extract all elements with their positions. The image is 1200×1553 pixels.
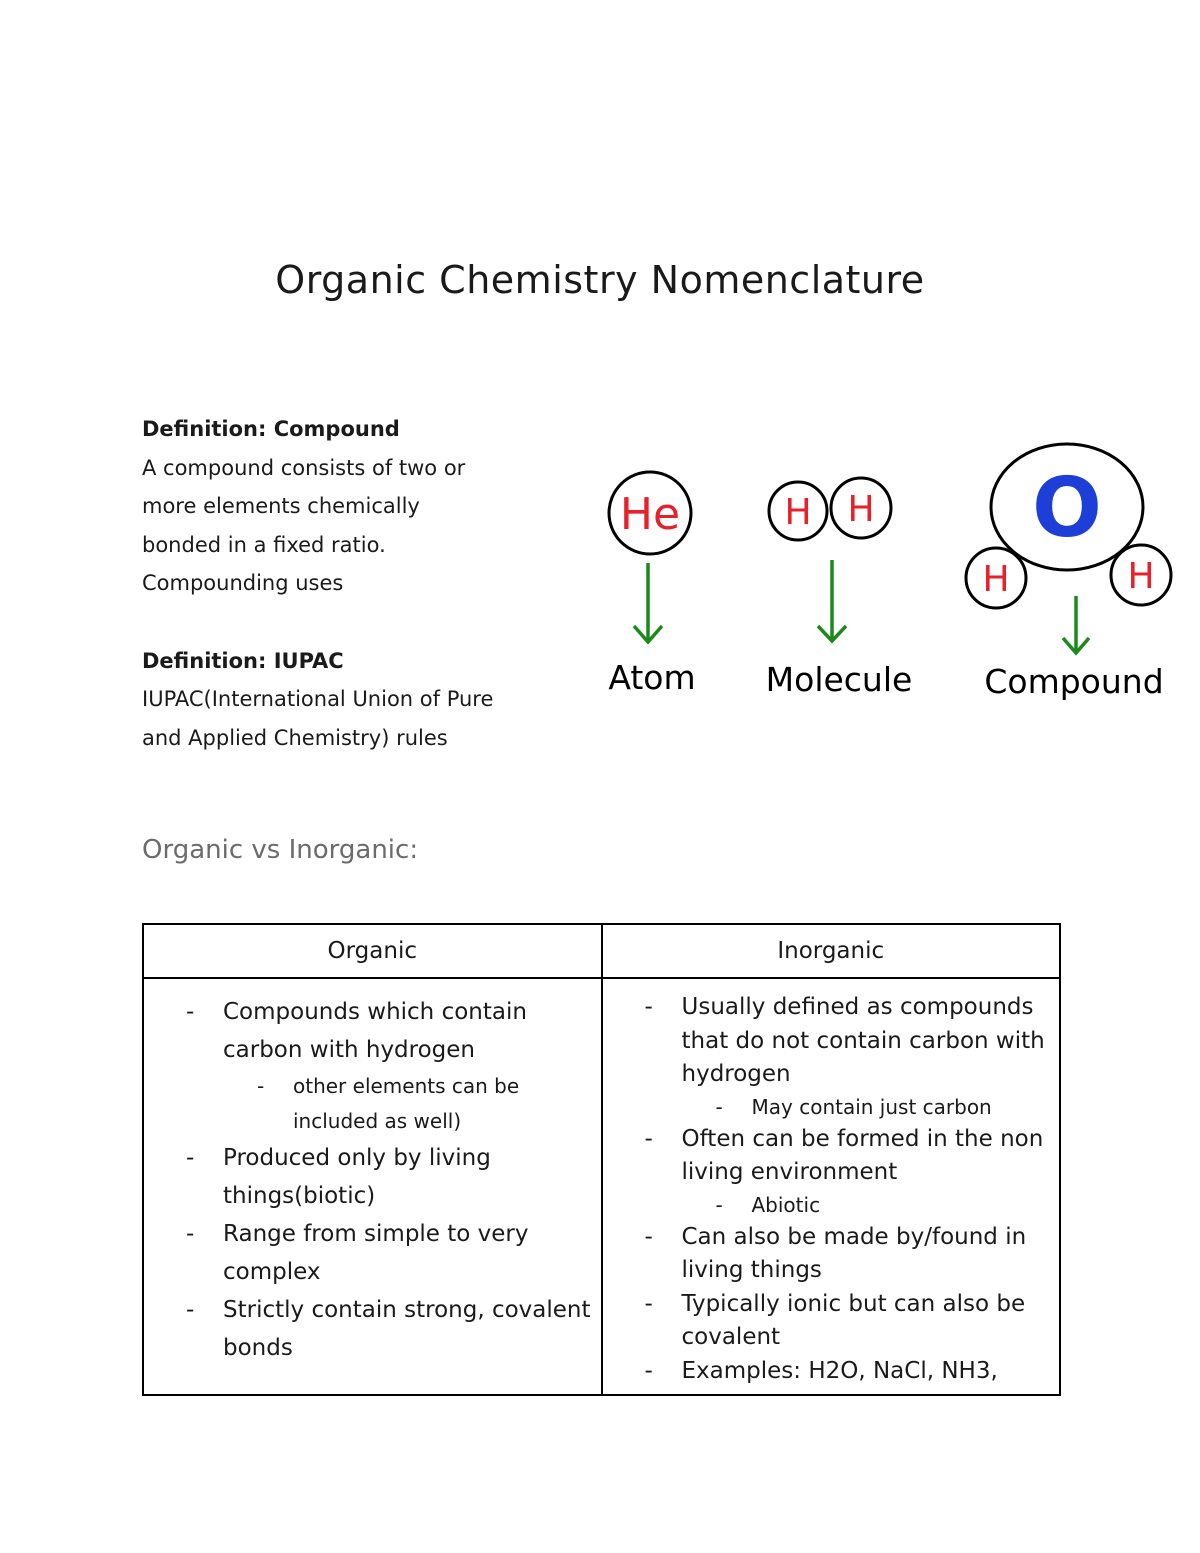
atom-molecule-compound-diagram [590,438,1180,713]
inorganic-list [603,991,1050,1388]
compound-h-symbol: H [1127,556,1155,597]
inorganic-cell [602,978,1061,1395]
caption-molecule: Molecule [765,660,913,699]
list-item: - May contain just carbon [603,1092,1050,1123]
list-item: that do not contain carbon with [681,1027,1045,1054]
definition-compound-line: Compounding uses [142,571,344,596]
list-item: living things [681,1257,822,1283]
list-item: complex [223,1259,321,1285]
list-item: - Range from simple to very [144,1215,591,1253]
definition-compound-line: bonded in a fixed ratio. [142,532,386,557]
molecule-symbol: H [847,489,875,530]
table-header-organic: Organic [143,924,602,978]
list-item: hydrogen [681,1061,791,1087]
organic-cell [143,978,602,1395]
definition-compound-line: more elements chemically [142,494,420,519]
definition-iupac-line: IUPAC(International Union of Pure [142,687,494,712]
definitions-block [142,410,562,757]
organic-list [144,993,591,1367]
list-item: - other elements can be [144,1069,591,1104]
section-subheading: Organic vs Inorganic: [142,835,419,865]
caption-atom: Atom [608,658,696,697]
list-item: - Typically ionic but can also be [603,1288,1050,1322]
list-item: - Can also be made by/found in [603,1221,1050,1255]
list-item: - Examples: H2O, NaCl, NH3, [603,1355,1050,1389]
list-item: things(biotic) [223,1183,376,1209]
list-item: living environment [681,1159,898,1185]
list-item: - Often can be formed in the non [603,1123,1050,1157]
definition-iupac-line: and Applied Chemistry) rules [142,725,448,750]
list-item: bonds [223,1335,293,1361]
caption-compound: Compound [984,662,1164,701]
page-title: Organic Chemistry Nomenclature [275,258,925,302]
compound-h-symbol: H [982,559,1010,600]
definition-iupac-label: Definition: IUPAC [142,648,344,673]
compound-oxygen-symbol: O [1032,461,1102,556]
list-item: - Strictly contain strong, covalent [144,1291,591,1329]
definition-compound-line: A compound consists of two or [142,455,466,480]
definition-compound-label: Definition: Compound [142,417,400,441]
list-item: - Produced only by living [144,1139,591,1177]
list-item: - Abiotic [603,1190,1050,1221]
atom-symbol: He [619,489,681,540]
list-item: included as well) [293,1109,462,1133]
molecule-symbol: H [784,492,812,533]
list-item: covalent [681,1324,781,1350]
list-item: - Compounds which contain [144,993,591,1031]
comparison-table [142,923,1061,1396]
table-header-inorganic: Inorganic [602,924,1061,978]
list-item: - Usually defined as compounds [603,991,1050,1025]
list-item: carbon with hydrogen [223,1037,476,1063]
